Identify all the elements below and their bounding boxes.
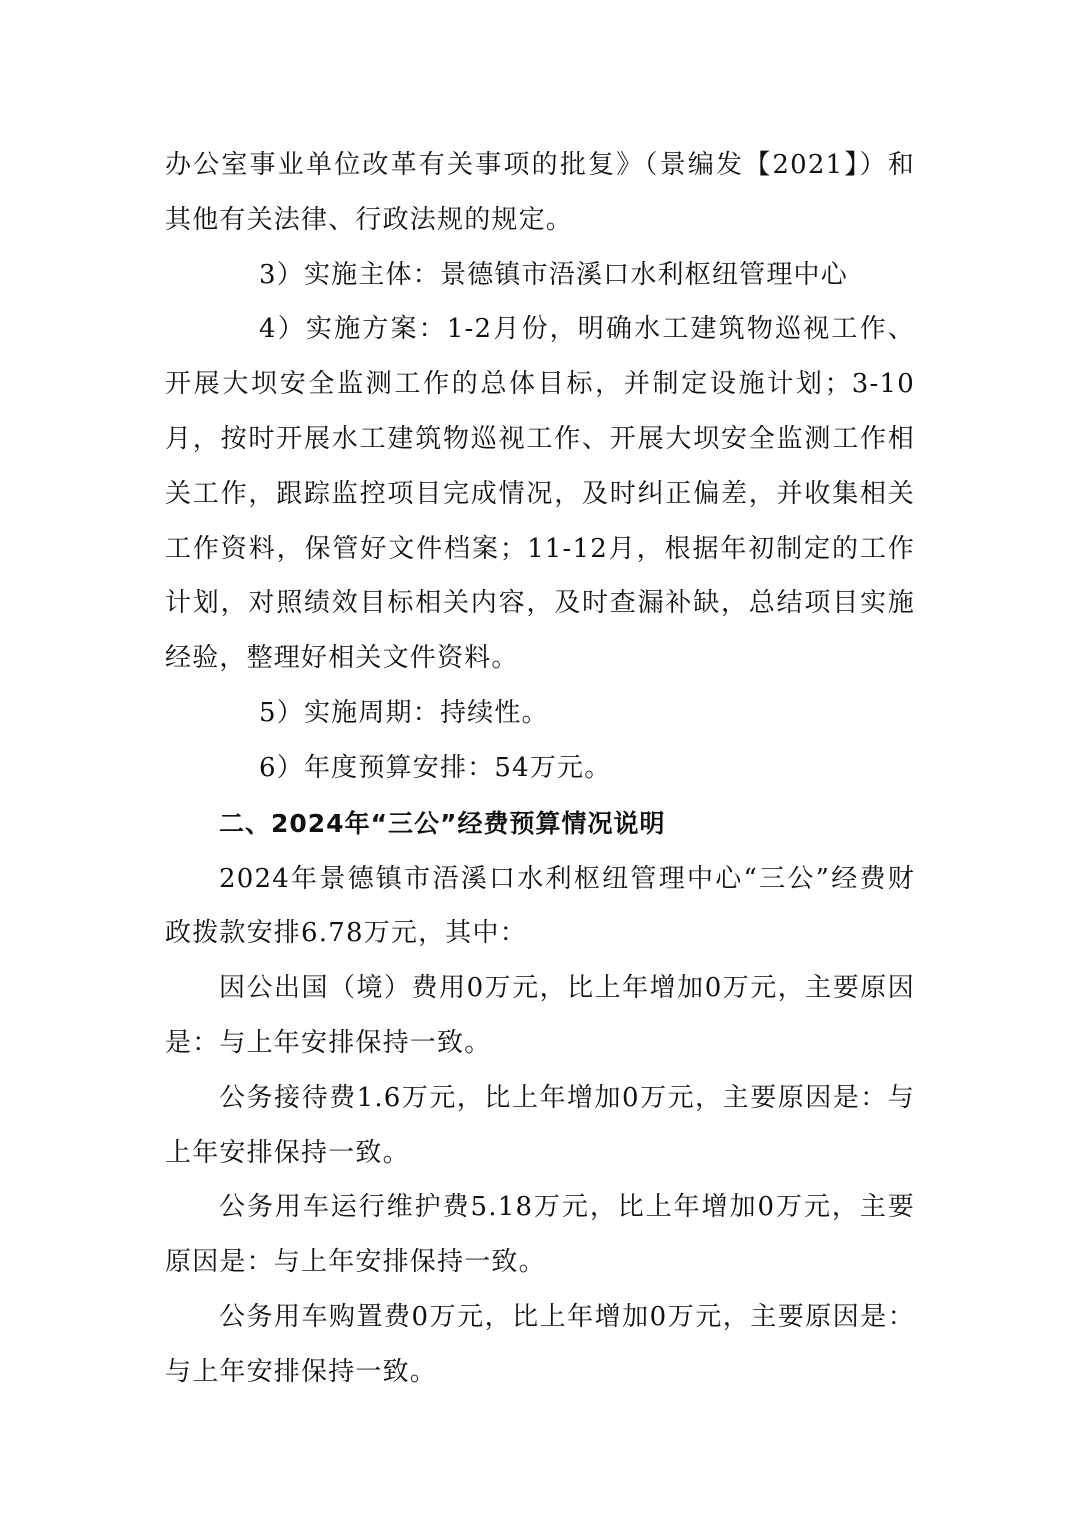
- paragraph-implementation-period: 5）实施周期：持续性。: [259, 697, 549, 728]
- document-body: [165, 138, 915, 1400]
- section-heading-three-public-expenses: 二、2024年“三公”经费预算情况说明: [219, 808, 666, 838]
- paragraph-approval-continuation: 办公室事业单位改革有关事项的批复》（景编发【2021】）和其他有关法律、行政法规的规定。: [165, 150, 915, 235]
- paragraph-three-public-summary: 2024年景德镇市浯溪口水利枢纽管理中心“三公”经费财政拨款安排6.78万元，其中：: [165, 863, 915, 949]
- paragraph-reception-expense: 公务接待费1.6万元，比上年增加0万元，主要原因是：与上年安排保持一致。: [165, 1082, 915, 1168]
- paragraph-implementing-body: 3）实施主体：景德镇市浯溪口水利枢纽管理中心: [259, 259, 848, 290]
- paragraph-overseas-travel-expense: 因公出国（境）费用0万元，比上年增加0万元，主要原因是：与上年安排保持一致。: [165, 973, 915, 1058]
- paragraph-annual-budget: 6）年度预算安排：54万元。: [259, 752, 612, 783]
- paragraph-vehicle-purchase-expense: 公务用车购置费0万元，比上年增加0万元，主要原因是：与上年安排保持一致。: [165, 1301, 915, 1387]
- paragraph-vehicle-maintenance-expense: 公务用车运行维护费5.18万元，比上年增加0万元，主要原因是：与上年安排保持一致。: [165, 1192, 915, 1278]
- paragraph-implementation-plan: 4）实施方案：1-2月份，明确水工建筑物巡视工作、开展大坝安全监测工作的总体目标，并制定设施计划；3-10月，按时开展水工建筑物巡视工作、开展大坝安全监测工作相关工作，跟踪监控项目完成情况，及时纠正偏差，并收集相关工作资料，保管好文件档案；11-12月，根据年初制定的工作计划，对照绩效目标相关内容，及时查漏补缺，总结项目实施经验，整理好相关文件资料。: [165, 314, 915, 674]
